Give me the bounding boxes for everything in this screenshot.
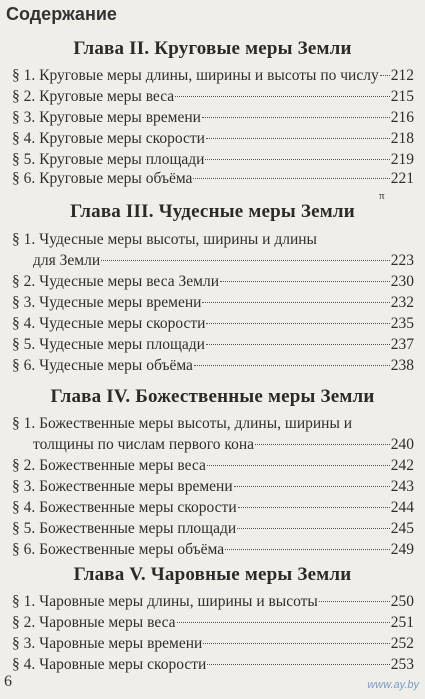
toc-entry-3-1[interactable] [12,251,414,271]
chapter-title-4: Глава IV. Божественные меры Земли [50,386,375,407]
entry-label: § 6. Чудесные меры объёма [12,357,193,374]
toc-entry-4-5[interactable] [12,519,414,539]
entry-label: § 2. Чаровные меры веса [12,614,176,631]
entry-page: 215 [390,88,414,105]
dot-leader [206,344,390,345]
entry-page: 245 [390,520,414,537]
dot-leader [203,643,389,644]
entry-page: 240 [390,436,414,453]
chapter-title-5: Глава V. Чаровные меры Земли [73,564,352,585]
chapter-title-2: Глава II. Круговые меры Земли [73,38,352,59]
dot-leader [101,260,390,261]
entry-page: 212 [390,67,414,84]
running-head: Содержание [6,4,117,24]
entry-page: 218 [390,130,414,147]
entry-page: 216 [390,109,414,126]
entry-page: 223 [390,252,414,269]
toc-entry-4-1[interactable] [12,435,414,455]
entry-label: § 6. Божественные меры объёма [12,541,225,558]
entry-page: 232 [390,294,414,311]
entry-page: 250 [390,593,414,610]
dot-leader [319,601,390,602]
dot-leader [207,664,389,665]
entry-page: 230 [390,273,414,290]
entry-page: 219 [390,151,414,168]
entry-label: § 5. Чудесные меры площади [12,336,205,353]
toc-entry-3-6[interactable] [12,356,414,376]
entry-page: 235 [390,315,414,332]
dot-leader [193,178,389,179]
entry-label: § 4. Чудесные меры скорости [12,315,206,332]
entry-page: 237 [390,336,414,353]
toc-entry-4-4[interactable] [12,498,414,518]
entry-label: § 1. Круговые меры длины, ширины и высоты по числу [12,67,379,84]
toc-entry-3-3[interactable] [12,293,414,313]
dot-leader [202,117,390,118]
toc-entry-3-5[interactable] [12,335,414,355]
pi-mark: π [379,190,385,202]
entry-label: § 6. Круговые меры объёма [12,170,193,187]
dot-leader [380,75,390,76]
toc-entry-5-2[interactable] [12,613,414,633]
entry-page: 253 [390,656,414,673]
entry-label: § 4. Чаровные меры скорости [12,656,207,673]
entry-label-continued: для Земли [33,252,101,269]
entry-page: 221 [390,170,414,187]
entry-label: § 2. Чудесные меры веса Земли [12,273,219,290]
toc-entry-4-1-line1[interactable]: § 1. Божественные меры высоты, длины, ширины и [12,415,353,432]
entry-label: § 5. Божественные меры площади [12,520,237,537]
dot-leader [207,465,390,466]
toc-entry-2-6[interactable] [12,169,414,189]
dot-leader [206,323,389,324]
entry-page: 244 [390,499,414,516]
toc-entry-3-2[interactable] [12,272,414,292]
dot-leader [202,302,389,303]
entry-page: 242 [390,457,414,474]
toc-entry-5-1[interactable] [12,592,414,612]
toc-entry-2-5[interactable] [12,150,414,170]
toc-entry-4-3[interactable] [12,477,414,497]
entry-page: 251 [390,614,414,631]
toc-entry-5-3[interactable] [12,634,414,654]
entry-label: § 3. Божественные меры времени [12,478,233,495]
toc-entry-2-2[interactable] [12,87,414,107]
entry-label: § 4. Божественные меры скорости [12,499,237,516]
dot-leader [237,528,390,529]
dot-leader [205,159,389,160]
toc-entry-3-4[interactable] [12,314,414,334]
toc-entry-3-1-line1[interactable]: § 1. Чудесные меры высоты, ширины и длины [12,231,317,248]
toc-entry-4-2[interactable] [12,456,414,476]
entry-label: § 4. Круговые меры скорости [12,130,205,147]
dot-leader [225,549,390,550]
dot-leader [175,96,390,97]
entry-label: § 3. Чаровные меры времени [12,635,203,652]
entry-label: § 2. Божественные меры веса [12,457,206,474]
toc-entry-2-1[interactable] [12,66,414,86]
dot-leader [206,138,390,139]
toc-entry-2-4[interactable] [12,129,414,149]
entry-page: 252 [390,635,414,652]
toc-entry-5-4[interactable] [12,655,414,675]
entry-label: § 3. Круговые меры времени [12,109,201,126]
dot-leader [238,507,390,508]
dot-leader [220,281,390,282]
entry-label: § 3. Чудесные меры времени [12,294,202,311]
entry-label: § 5. Круговые меры площади [12,151,205,168]
entry-label: § 2. Круговые меры веса [12,88,175,105]
entry-page: 243 [390,478,414,495]
chapter-title-3: Глава III. Чудесные меры Земли [70,201,355,222]
entry-label: § 1. Чаровные меры длины, ширины и высоты [12,593,318,610]
toc-entry-2-3[interactable] [12,108,414,128]
dot-leader [255,444,390,445]
dot-leader [234,486,390,487]
dot-leader [177,622,390,623]
dot-leader [194,365,390,366]
entry-page: 238 [390,357,414,374]
toc-entry-4-6[interactable] [12,540,414,560]
page-number: 6 [4,673,12,690]
entry-label-continued: толщины по числам первого кона [33,436,255,453]
watermark: www.ay.by [367,679,419,691]
entry-page: 249 [390,541,414,558]
